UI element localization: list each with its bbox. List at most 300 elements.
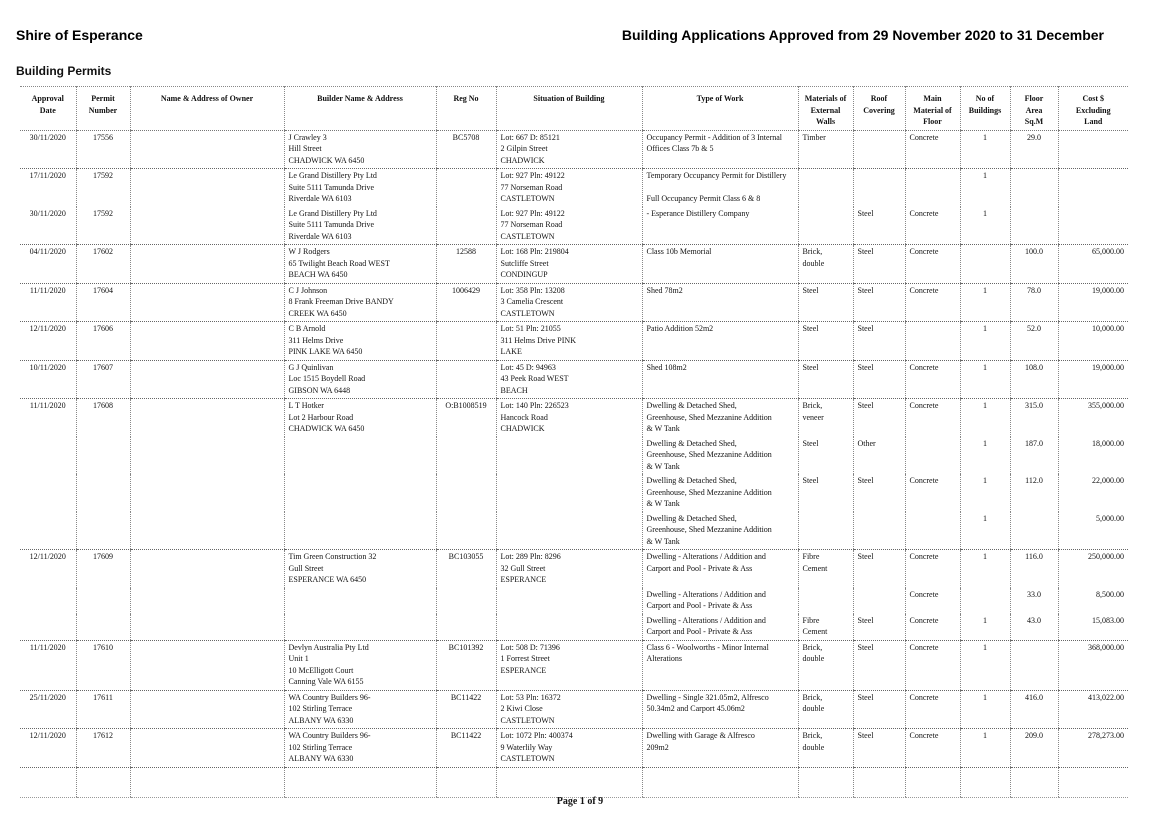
cell-permit-number <box>76 614 130 641</box>
cell-text: Class 10b Memorial <box>646 247 712 256</box>
table-row <box>20 588 1128 614</box>
cell-floor-material <box>905 550 960 588</box>
cell-text <box>135 132 280 144</box>
cell-text: Unit 1 <box>288 654 309 663</box>
cell-text: Steel <box>857 476 874 485</box>
cell-situation-of-building <box>496 245 642 284</box>
cell-text: BEACH <box>500 385 528 395</box>
cell-floor-area <box>1010 437 1058 475</box>
column-header-owner-name-address <box>130 87 284 131</box>
cell-text: Lot: 1072 Pln: 400374 <box>500 731 573 740</box>
cell-text: CASTLETOWN <box>500 715 555 725</box>
cell-text: 1 <box>983 731 987 740</box>
cell-text <box>81 475 126 487</box>
cell-text: 17609 <box>93 552 113 561</box>
cell-approval-date <box>20 512 76 550</box>
cell-no-of-buildings <box>960 640 1010 690</box>
cell-text: Dwelling - Alterations / Addition and <box>646 552 766 561</box>
cell-text: 1 Forrest Street <box>500 654 550 663</box>
cell-builder-name-address <box>284 245 436 284</box>
cell-reg-no <box>436 437 496 475</box>
cell-text <box>1015 170 1054 182</box>
cell-builder-name-address <box>284 640 436 690</box>
cell-cost-excluding-land <box>1058 512 1128 550</box>
cell-text <box>135 438 280 450</box>
cell-external-walls <box>798 322 853 361</box>
cell-text: Fibre <box>802 552 820 561</box>
cell-text: LAKE <box>500 347 522 356</box>
cell-approval-date <box>20 640 76 690</box>
cell-situation-of-building <box>496 588 642 614</box>
cell-text: Concrete <box>909 692 939 702</box>
cell-external-walls <box>798 437 853 475</box>
cell-text: Offices Class 7b & 5 <box>646 144 714 153</box>
cell-text: CHADWICK WA 6450 <box>288 424 365 433</box>
cell-text <box>441 362 492 374</box>
cell-text: 1006429 <box>452 285 480 295</box>
cell-permit-number <box>76 283 130 322</box>
cell-text <box>441 438 492 450</box>
cell-text: 19,000.00 <box>1092 362 1124 372</box>
cell-builder-name-address <box>284 437 436 475</box>
cell-text: 1 <box>983 362 987 372</box>
cell-situation-of-building <box>496 512 642 550</box>
cell-text: veneer <box>802 412 824 422</box>
cell-external-walls <box>798 690 853 729</box>
cell-permit-number <box>76 169 130 207</box>
cell-reg-no <box>436 207 496 245</box>
column-header-builder-name-address <box>284 87 436 131</box>
cell-text: 1 <box>983 692 987 702</box>
cell-text: 311 Helms Drive PINK <box>500 335 576 345</box>
cell-approval-date <box>20 588 76 614</box>
cell-text: Dwelling & Detached Shed, <box>646 476 737 485</box>
cell-text <box>81 589 126 601</box>
cell-text <box>135 513 280 525</box>
cell-reg-no <box>436 690 496 729</box>
cell-text <box>441 323 492 335</box>
cell-approval-date <box>20 322 76 361</box>
cell-text <box>1063 132 1125 144</box>
cell-text: Lot: 927 Pln: 49122 <box>500 208 565 218</box>
cell-text <box>501 475 638 487</box>
column-header-line: Reg No <box>453 94 479 103</box>
cell-text <box>24 615 72 627</box>
cell-text: Gull Street <box>288 563 324 573</box>
cell-text: Concrete <box>909 285 939 295</box>
cell-cost-excluding-land <box>1058 690 1128 729</box>
cell-text <box>289 615 432 627</box>
empty-cell <box>960 767 1010 797</box>
cell-builder-name-address <box>284 588 436 614</box>
cell-owner-name-address <box>130 130 284 169</box>
cell-text: Steel <box>857 208 874 218</box>
cell-text: Concrete <box>909 589 939 599</box>
cell-text: Greenhouse, Shed Mezzanine Addition <box>646 450 772 459</box>
cell-permit-number <box>76 399 130 437</box>
cell-external-walls <box>798 588 853 614</box>
cell-reg-no <box>436 588 496 614</box>
cell-text: Greenhouse, Shed Mezzanine Addition <box>646 525 772 534</box>
cell-text <box>289 589 432 601</box>
cell-text: Lot: 667 D: 85121 <box>500 132 560 142</box>
organisation-name: Shire of Esperance <box>16 27 143 43</box>
report-title: Building Applications Approved from 29 November 2020 to 31 December <box>621 27 1104 43</box>
cell-text: 3 Camelia Crescent <box>500 297 564 306</box>
cell-text: BC11422 <box>450 692 482 702</box>
cell-text: & W Tank <box>646 424 680 433</box>
cell-text: Steel <box>802 438 819 448</box>
cell-text: Riverdale WA 6103 <box>288 231 352 241</box>
cell-text: double <box>802 742 825 752</box>
cell-text: Lot 2 Harbour Road <box>288 412 354 422</box>
cell-situation-of-building <box>496 614 642 641</box>
cell-roof-covering <box>853 437 905 475</box>
cell-floor-area <box>1010 474 1058 512</box>
cell-external-walls <box>798 512 853 550</box>
table-row <box>20 283 1128 322</box>
cell-builder-name-address <box>284 322 436 361</box>
cell-text: 17611 <box>93 692 113 702</box>
cell-text: double <box>802 704 825 713</box>
cell-approval-date <box>20 690 76 729</box>
cell-type-of-work <box>642 169 798 207</box>
column-header-line: Name & Address of Owner <box>160 94 254 103</box>
cell-text <box>441 615 492 627</box>
cell-text: 416.0 <box>1025 692 1043 702</box>
cell-text: CASTLETOWN <box>500 194 555 203</box>
cell-permit-number <box>76 474 130 512</box>
cell-text: 12/11/2020 <box>29 324 66 333</box>
column-header-floor-material <box>905 87 960 131</box>
cell-text: 43.0 <box>1027 615 1041 625</box>
cell-text: 5,000.00 <box>1096 513 1124 523</box>
cell-cost-excluding-land <box>1058 437 1128 475</box>
cell-type-of-work <box>642 437 798 475</box>
cell-cost-excluding-land <box>1058 474 1128 512</box>
cell-text <box>289 438 432 450</box>
cell-approval-date <box>20 360 76 399</box>
cell-floor-material <box>905 588 960 614</box>
cell-text: Steel <box>857 642 874 652</box>
cell-text <box>803 513 849 525</box>
empty-cell <box>798 767 853 797</box>
cell-text <box>647 182 794 194</box>
cell-text: Brick, <box>802 642 823 652</box>
cell-text: WA Country Builders 96- <box>288 692 371 702</box>
empty-cell <box>20 767 76 797</box>
cell-text: Other <box>857 438 876 448</box>
cell-text <box>803 589 849 601</box>
cell-text: Lot: 45 D: 94963 <box>500 362 556 372</box>
cell-text: Suite 5111 Tamunda Drive <box>288 182 375 192</box>
table-row <box>20 690 1128 729</box>
column-header-line: Sq.M <box>1024 117 1044 126</box>
cell-text <box>858 513 901 525</box>
cell-text <box>135 285 280 297</box>
table-row <box>20 614 1128 641</box>
cell-text <box>135 323 280 335</box>
cell-text: 15,083.00 <box>1092 615 1124 625</box>
cell-text: Canning Vale WA 6155 <box>288 677 364 686</box>
cell-floor-area <box>1010 207 1058 245</box>
cell-text: Lot: 51 Pln: 21055 <box>500 324 561 333</box>
cell-text <box>910 170 956 182</box>
cell-type-of-work <box>642 729 798 768</box>
cell-text: Lot: 358 Pln: 13208 <box>500 285 565 295</box>
cell-type-of-work <box>642 588 798 614</box>
cell-text <box>1015 513 1054 525</box>
cell-text: 112.0 <box>1025 476 1043 485</box>
cell-text: 102 Stirling Terrace <box>288 704 353 713</box>
cell-owner-name-address <box>130 245 284 284</box>
column-header-floor-area <box>1010 87 1058 131</box>
table-row <box>20 437 1128 475</box>
cell-roof-covering <box>853 640 905 690</box>
cell-external-walls <box>798 729 853 768</box>
cell-reg-no <box>436 512 496 550</box>
column-header-line: Roof <box>870 94 888 103</box>
cell-text: Concrete <box>909 362 939 372</box>
cell-text: 2 Kiwi Close <box>500 704 543 713</box>
cell-text: 413,022.00 <box>1088 692 1124 702</box>
cell-approval-date <box>20 474 76 512</box>
cell-text: 1 <box>983 476 987 485</box>
cell-no-of-buildings <box>960 169 1010 207</box>
cell-text: 315.0 <box>1025 401 1043 410</box>
cell-text: J Crawley 3 <box>288 132 327 142</box>
cell-text: Carport and Pool - Private & Ass <box>646 601 753 610</box>
cell-text: 17602 <box>93 247 113 256</box>
cell-owner-name-address <box>130 614 284 641</box>
column-header-line: Buildings <box>968 105 1002 115</box>
cell-situation-of-building <box>496 360 642 399</box>
cell-floor-material <box>905 130 960 169</box>
cell-owner-name-address <box>130 588 284 614</box>
cell-permit-number <box>76 245 130 284</box>
cell-text: Lot: 289 Pln: 8296 <box>500 552 561 561</box>
cell-text: 65 Twilight Beach Road WEST <box>288 258 390 268</box>
cell-text: Carport and Pool - Private & Ass <box>646 563 753 573</box>
cell-no-of-buildings <box>960 207 1010 245</box>
cell-floor-area <box>1010 614 1058 641</box>
cell-text <box>441 170 492 182</box>
cell-text: Cement <box>802 627 828 636</box>
cell-text: 1 <box>983 401 987 410</box>
table-row <box>20 729 1128 768</box>
cell-situation-of-building <box>496 283 642 322</box>
cell-text: Concrete <box>909 642 939 652</box>
cell-cost-excluding-land <box>1058 245 1128 284</box>
cell-reg-no <box>436 474 496 512</box>
cell-text: C B Arnold <box>288 324 326 333</box>
cell-type-of-work <box>642 245 798 284</box>
cell-text <box>441 208 492 220</box>
cell-floor-material <box>905 283 960 322</box>
cell-text: 43 Peek Road WEST <box>500 374 569 383</box>
cell-cost-excluding-land <box>1058 550 1128 588</box>
cell-roof-covering <box>853 245 905 284</box>
cell-permit-number <box>76 512 130 550</box>
cell-roof-covering <box>853 550 905 588</box>
cell-text: 65,000.00 <box>1092 247 1124 256</box>
cell-text: Lot: 508 D: 71396 <box>500 642 560 652</box>
cell-text <box>1015 642 1054 654</box>
cell-text: Riverdale WA 6103 <box>288 194 352 203</box>
cell-text: 29.0 <box>1027 132 1041 142</box>
cell-roof-covering <box>853 588 905 614</box>
cell-roof-covering <box>853 360 905 399</box>
cell-external-walls <box>798 614 853 641</box>
cell-text: ALBANY WA 6330 <box>288 754 354 763</box>
cell-text <box>24 589 72 601</box>
cell-text: Concrete <box>909 615 939 625</box>
cell-roof-covering <box>853 130 905 169</box>
cell-approval-date <box>20 550 76 588</box>
cell-text: Greenhouse, Shed Mezzanine Addition <box>646 412 772 422</box>
cell-text: 17556 <box>93 132 113 142</box>
cell-text: Hill Street <box>288 144 322 153</box>
column-header-line: Type of Work <box>696 94 744 103</box>
cell-text: 78.0 <box>1027 285 1041 295</box>
cell-floor-area <box>1010 169 1058 207</box>
cell-owner-name-address <box>130 512 284 550</box>
table-row <box>20 474 1128 512</box>
column-header-line: Date <box>39 105 56 115</box>
column-header-line: Builder Name & Address <box>317 94 403 103</box>
cell-situation-of-building <box>496 550 642 588</box>
cell-external-walls <box>798 245 853 284</box>
cell-floor-material <box>905 729 960 768</box>
cell-text: 25/11/2020 <box>29 692 66 702</box>
cell-approval-date <box>20 437 76 475</box>
cell-text: CASTLETOWN <box>500 308 555 318</box>
cell-text <box>135 730 280 742</box>
cell-text <box>135 642 280 654</box>
column-header-line: Situation of Building <box>533 94 605 103</box>
cell-text: 18,000.00 <box>1092 438 1124 448</box>
cell-text <box>910 438 956 450</box>
cell-floor-area <box>1010 322 1058 361</box>
cell-no-of-buildings <box>960 614 1010 641</box>
cell-no-of-buildings <box>960 690 1010 729</box>
cell-text: Lot: 927 Pln: 49122 <box>500 171 565 180</box>
cell-text <box>135 246 280 258</box>
cell-text: Brick, <box>802 401 823 410</box>
cell-floor-area <box>1010 588 1058 614</box>
cell-roof-covering <box>853 474 905 512</box>
cell-owner-name-address <box>130 437 284 475</box>
column-header-line: Covering <box>863 105 895 115</box>
cell-cost-excluding-land <box>1058 130 1128 169</box>
cell-floor-material <box>905 474 960 512</box>
cell-text: 10,000.00 <box>1092 324 1124 333</box>
cell-text <box>910 323 956 335</box>
cell-reg-no <box>436 245 496 284</box>
cell-type-of-work <box>642 399 798 437</box>
table-body <box>20 130 1128 797</box>
column-header-line: Material of <box>913 105 952 115</box>
header-row <box>20 87 1128 131</box>
cell-reg-no <box>436 283 496 322</box>
table-row <box>20 550 1128 588</box>
cell-text: 209.0 <box>1025 731 1043 740</box>
column-header-situation-of-building <box>496 87 642 131</box>
cell-floor-area <box>1010 283 1058 322</box>
cell-text <box>803 208 849 220</box>
cell-text: BC103055 <box>448 552 484 561</box>
cell-text <box>910 513 956 525</box>
cell-cost-excluding-land <box>1058 640 1128 690</box>
cell-text: 1 <box>983 132 987 142</box>
cell-text: O:B1008519 <box>445 401 487 410</box>
cell-roof-covering <box>853 322 905 361</box>
column-header-roof-covering <box>853 87 905 131</box>
cell-type-of-work <box>642 130 798 169</box>
cell-type-of-work <box>642 640 798 690</box>
column-header-line: Walls <box>815 117 836 126</box>
cell-text: - Esperance Distillery Company <box>646 208 750 218</box>
column-header-type-of-work <box>642 87 798 131</box>
column-header-reg-no <box>436 87 496 131</box>
cell-text: ESPERANCE <box>500 575 547 584</box>
cell-text <box>135 362 280 374</box>
cell-floor-material <box>905 690 960 729</box>
cell-reg-no <box>436 614 496 641</box>
cell-text: 12588 <box>456 247 476 256</box>
cell-owner-name-address <box>130 399 284 437</box>
empty-cell <box>1010 767 1058 797</box>
cell-text <box>81 615 126 627</box>
cell-approval-date <box>20 399 76 437</box>
cell-text <box>135 615 280 627</box>
cell-permit-number <box>76 690 130 729</box>
cell-permit-number <box>76 360 130 399</box>
cell-floor-material <box>905 399 960 437</box>
cell-cost-excluding-land <box>1058 322 1128 361</box>
cell-text: Steel <box>857 692 874 702</box>
cell-type-of-work <box>642 207 798 245</box>
cell-text <box>135 692 280 704</box>
cell-text <box>965 589 1006 601</box>
empty-row <box>20 767 1128 797</box>
cell-text: 17606 <box>93 324 113 333</box>
empty-cell <box>284 767 436 797</box>
cell-text: 52.0 <box>1027 324 1041 333</box>
cell-text: BC5708 <box>452 132 480 142</box>
cell-approval-date <box>20 130 76 169</box>
cell-text: 12/11/2020 <box>29 552 66 561</box>
table-row <box>20 207 1128 245</box>
cell-external-walls <box>798 360 853 399</box>
cell-situation-of-building <box>496 474 642 512</box>
cell-text: Steel <box>802 476 819 485</box>
table-row <box>20 640 1128 690</box>
cell-builder-name-address <box>284 474 436 512</box>
cell-type-of-work <box>642 614 798 641</box>
cell-text: 17608 <box>93 401 113 410</box>
cell-text: Concrete <box>909 476 939 485</box>
cell-text: 33.0 <box>1027 589 1041 599</box>
cell-cost-excluding-land <box>1058 399 1128 437</box>
cell-text: 11/11/2020 <box>29 642 66 652</box>
cell-text <box>24 438 72 450</box>
cell-permit-number <box>76 729 130 768</box>
cell-text <box>441 475 492 487</box>
cell-type-of-work <box>642 690 798 729</box>
cell-roof-covering <box>853 729 905 768</box>
cell-floor-area <box>1010 360 1058 399</box>
